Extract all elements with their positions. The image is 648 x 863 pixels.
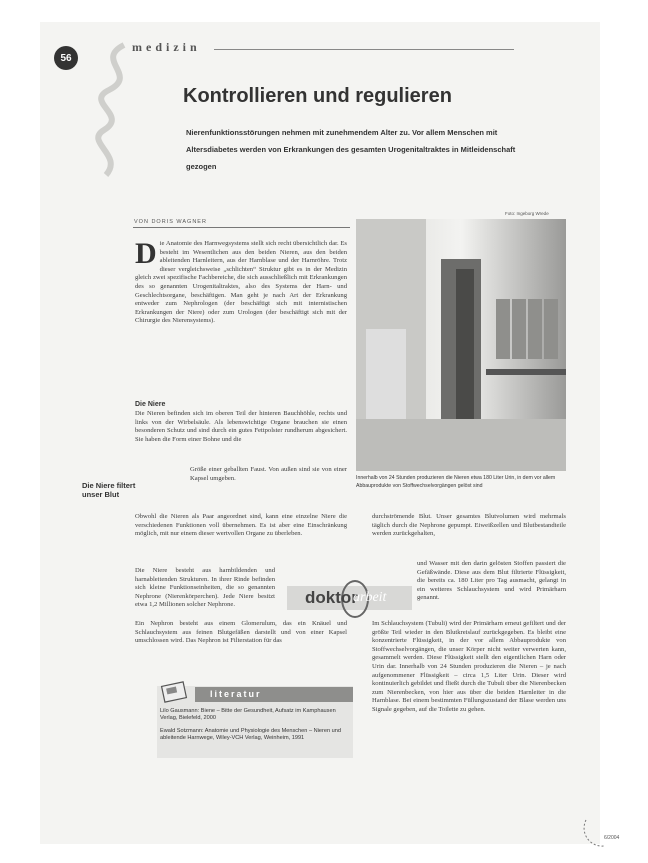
photo-caption: Innerhalb von 24 Stunden produzieren die Nieren etwa 180 Liter Urin, in dem vor allem Abbauprodukte von Stoffwechselvorgängen gelöst sind bbox=[356, 475, 556, 489]
book-icon bbox=[160, 678, 190, 704]
paragraph: Ein Nephron besteht aus einem Glomerulum, das ein Knäuel und Schlauchsystem aus feinen Blutgefäßen darstellt und von einer Kapsel umschlossen wird. Das Nephron ist Filterstation für das bbox=[135, 620, 347, 645]
literature-entry: Ewald Sotzmann: Anatomie und Physiologie des Menschen – Nieren und ableitende Harnwege, Wiley-VCH Verlag, Weinheim, 1991 bbox=[160, 727, 341, 742]
paragraph: Die Nieren befinden sich im oberen Teil der hinteren Bauchhöhle, rechts und links von der Wirbelsäule. Als lebenswichtige Organe brauchen sie einen besonderen Schutz und sind durch ein gutes Fettpolster rundherum abgesichert. Sie haben die Form einer Bohne und die bbox=[135, 410, 347, 443]
paragraph: und Wasser mit den darin gelösten Stoffen passiert die Gefäßwände. Diese aus dem Blut filtrierte Flüssigkeit, die bereits ca. 180 Liter pro Tag ausmacht, gelangt in ein weiteres Schlauchsystem und wird Primärharn genannt. bbox=[417, 560, 566, 602]
issue-number: 6/2004 bbox=[604, 835, 620, 841]
literature-list bbox=[160, 708, 350, 743]
page-number: 56 bbox=[54, 46, 78, 70]
logo-word-doktor: doktor bbox=[305, 588, 358, 607]
doktor-arbeit-logo bbox=[287, 578, 412, 618]
drop-cap: D bbox=[135, 237, 157, 270]
paragraph: durchströmende Blut. Unser gesamtes Blutvolumen wird mehrmals täglich durch die Nephrone gepumpt. Eiweißzellen und Blutbestandteile werden zurückgehalten, bbox=[372, 513, 566, 538]
decorative-swirl bbox=[84, 40, 144, 190]
byline-divider bbox=[133, 227, 350, 228]
paragraph: Obwohl die Nieren als Paar angeordnet sind, kann eine einzelne Niere die verschiedenen Funktionen voll übernehmen. Es ist aber eine Einschränkung möglich, mit nur einem dieser wertvollen Organe zu überleben. bbox=[135, 513, 347, 538]
intro-text: ie Anatomie des Harnwegsystems stellt sich recht übersichtlich dar. Es besteht im Wesentlichen aus den beiden Nieren, aus den beiden ableitenden Harnleitern, aus der Harnblase und der Harnröhre. Trotz dieser vergleichsweise „schlichten“ Struktur gibt es in der Medizin gleich zwei spezifische Fachbereiche, die sich ausschließlich mit Erkrankungen des so genannten Urogenitaltraktes, also des Systems der Harn- und Geschlechtsorgane, beschäftigen. Man geht je nach Art der Erkrankung entweder zum Nephrologen (der beschäftigt sich mit internistischen Erkrankungen der Niere) oder zum Urologen (der beschäftigt sich mit der Chirurgie des Nierensystems). bbox=[135, 240, 347, 325]
photo-credit: Foto: Ingeborg Wrede bbox=[505, 211, 549, 216]
magazine-stamp bbox=[576, 810, 624, 850]
paragraph: Die Niere besteht aus harnbildenden und harnableitenden Strukturen. In ihrer Rinde befinden sich kleine Funktionseinheiten, die so genannten Nephrone (Nierenkörperchen). Jede Niere besitzt etwa 1,2 Millionen solcher Nephrone. bbox=[135, 567, 275, 609]
pull-quote: Die Niere filtert unser Blut bbox=[82, 481, 136, 499]
literature-entry: Lilo Gausmann: Biene – Bitte der Gesundheit, Aufsatz im Kamphausen Verlag, Bielefeld, 2000 bbox=[160, 708, 336, 722]
section-divider bbox=[214, 49, 514, 50]
subheading: Die Niere bbox=[135, 401, 166, 408]
article-photo bbox=[356, 219, 566, 471]
byline: VON DORIS WAGNER bbox=[134, 219, 207, 225]
section-label: medizin bbox=[132, 40, 201, 54]
literature-title: literatur bbox=[210, 689, 262, 699]
paragraph: Größe einer geballten Faust. Von außen sind sie von einer Kapsel umgeben. bbox=[190, 466, 347, 482]
paragraph: Im Schlauchsystem (Tubuli) wird der Primärharn erneut gefiltert und der größte Teil wieder in den Blutkreislauf zurückgegeben. Es bleibt eine konzentrierte Flüssigkeit, in der vor allem Abbauprodukte von Stoffwechselvorgängen, die unser Körper nicht weiter verwerten kann, gesammelt werden. Diese Flüssigkeit stellt den eigentlichen Harn oder Urin dar. Innerhalb von 24 Stunden produzieren die Nieren – je nach aufgenommener Flüssigkeit – circa 1,5 Liter Urin. Dieser wird kontinuierlich gebildet und fließt durch die Tubuli über die Nierenbecken zum Nierenbecken, von hier aus über die beiden Harnleiter in die Harnblase. Bei einem bestimmten Füllungszustand der Blase werden uns Signale gegeben, auf die Toilette zu gehen. bbox=[372, 620, 566, 713]
article-intro bbox=[135, 237, 347, 326]
logo-word-arbeit: arbeit bbox=[353, 590, 387, 605]
article-title: Kontrollieren und regulieren bbox=[183, 85, 452, 107]
article-lead: Nierenfunktionsstörungen nehmen mit zunehmendem Alter zu. Vor allem Menschen mit Altersdiabetes werden von Erkrankungen des gesamten Urogenitaltraktes in Mitleidenschaft gezogen bbox=[186, 128, 516, 171]
